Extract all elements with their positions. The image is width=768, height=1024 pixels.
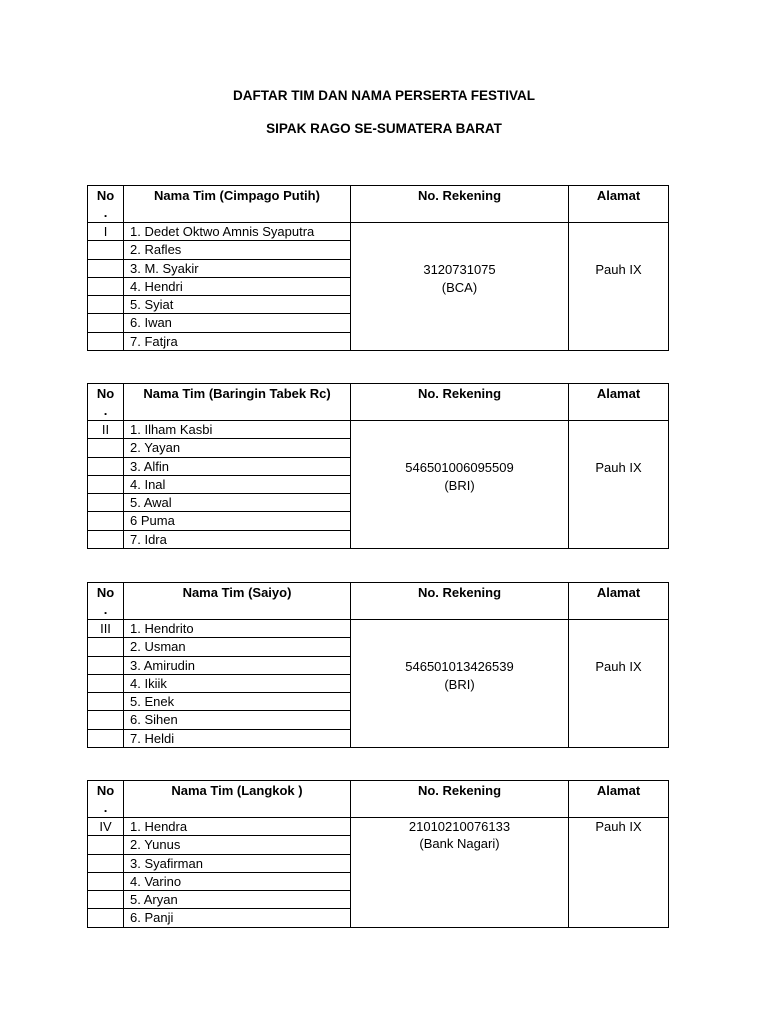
member-name: 5. Syiat (124, 296, 351, 314)
alamat-value: Pauh IX (595, 261, 642, 277)
team-number-cell: I (88, 223, 124, 241)
team-number-cell (88, 241, 124, 259)
header-no (88, 781, 124, 818)
team-number-cell (88, 693, 124, 711)
header-no-dot: . (103, 403, 108, 418)
member-name: 7. Fatjra (124, 332, 351, 350)
team-number-cell: IV (88, 818, 124, 836)
document-title-line-1: DAFTAR TIM DAN NAMA PERSERTA FESTIVAL (233, 88, 535, 103)
team-number-cell (88, 872, 124, 890)
team-number-cell (88, 475, 124, 493)
rekening-number: 546501013426539 (405, 659, 514, 675)
header-alamat: Alamat (569, 781, 669, 818)
header-team-name: Nama Tim (Saiyo) (124, 583, 351, 620)
member-name: 5. Aryan (124, 891, 351, 909)
table-row (88, 223, 669, 241)
alamat-cell (569, 421, 669, 549)
team-number-cell (88, 494, 124, 512)
alamat-cell (569, 223, 669, 351)
team-number-cell (88, 277, 124, 295)
header-alamat: Alamat (569, 186, 669, 223)
team-number-cell (88, 512, 124, 530)
rekening-number: 3120731075 (423, 262, 496, 278)
header-alamat: Alamat (569, 583, 669, 620)
team-number-cell (88, 638, 124, 656)
alamat-cell (569, 620, 669, 748)
rekening-bank: (BCA) (441, 279, 478, 295)
header-no (88, 186, 124, 223)
member-name: 5. Awal (124, 494, 351, 512)
member-name: 4. Hendri (124, 277, 351, 295)
member-name: 3. M. Syakir (124, 259, 351, 277)
member-name: 4. Varino (124, 872, 351, 890)
header-no-label: No (96, 386, 115, 401)
team-number-cell (88, 656, 124, 674)
team-number-cell (88, 674, 124, 692)
header-team-name: Nama Tim (Langkok ) (124, 781, 351, 818)
header-rekening: No. Rekening (351, 186, 569, 223)
table-header-row (88, 583, 669, 620)
header-no-dot: . (103, 602, 108, 617)
member-name: 4. Inal (124, 475, 351, 493)
team-number-cell (88, 259, 124, 277)
rekening-cell (351, 421, 569, 549)
member-name: 2. Yunus (124, 836, 351, 854)
table-row (88, 620, 669, 638)
header-no-label: No (96, 783, 115, 798)
rekening-number: 21010210076133 (408, 819, 511, 834)
member-name: 2. Usman (124, 638, 351, 656)
rekening-number: 546501006095509 (405, 460, 514, 476)
member-name: 1. Ilham Kasbi (124, 421, 351, 439)
member-name: 4. Ikiik (124, 674, 351, 692)
header-no-dot: . (103, 800, 108, 815)
team-number-cell (88, 836, 124, 854)
member-name: 2. Rafles (124, 241, 351, 259)
member-name: 7. Idra (124, 530, 351, 548)
team-table-3 (87, 582, 669, 748)
table-row (88, 421, 669, 439)
table-header-row (88, 781, 669, 818)
header-no-label: No (96, 188, 115, 203)
rekening-bank: (BRI) (444, 676, 475, 692)
alamat-value: Pauh IX (595, 658, 642, 674)
team-number-cell (88, 296, 124, 314)
header-rekening: No. Rekening (351, 781, 569, 818)
team-table-4 (87, 780, 669, 928)
header-alamat: Alamat (569, 384, 669, 421)
header-no-dot: . (103, 205, 108, 220)
team-number-cell (88, 891, 124, 909)
team-table-1 (87, 185, 669, 351)
member-name: 7. Heldi (124, 729, 351, 747)
team-number-cell: II (88, 421, 124, 439)
team-number-cell (88, 457, 124, 475)
team-number-cell (88, 530, 124, 548)
member-name: 6. Sihen (124, 711, 351, 729)
header-no-label: No (96, 585, 115, 600)
rekening-bank: (BRI) (444, 477, 475, 493)
team-number-cell (88, 332, 124, 350)
member-name: 5. Enek (124, 693, 351, 711)
member-name: 6. Panji (124, 909, 351, 927)
document-title-line-2: SIPAK RAGO SE-SUMATERA BARAT (266, 121, 502, 136)
member-name: 3. Alfin (124, 457, 351, 475)
rekening-cell (351, 223, 569, 351)
member-name: 1. Hendrito (124, 620, 351, 638)
member-name: 3. Amirudin (124, 656, 351, 674)
rekening-cell (351, 620, 569, 748)
header-rekening: No. Rekening (351, 384, 569, 421)
table-header-row (88, 186, 669, 223)
header-no (88, 384, 124, 421)
table-row (88, 818, 669, 836)
member-name: 1. Hendra (124, 818, 351, 836)
team-number-cell (88, 439, 124, 457)
header-no (88, 583, 124, 620)
team-number-cell (88, 711, 124, 729)
team-number-cell (88, 729, 124, 747)
team-number-cell (88, 909, 124, 927)
member-name: 2. Yayan (124, 439, 351, 457)
header-team-name: Nama Tim (Cimpago Putih) (124, 186, 351, 223)
team-number-cell: III (88, 620, 124, 638)
member-name: 1. Dedet Oktwo Amnis Syaputra (124, 223, 351, 241)
header-rekening: No. Rekening (351, 583, 569, 620)
member-name: 6. Iwan (124, 314, 351, 332)
alamat-value: Pauh IX (595, 459, 642, 475)
header-team-name: Nama Tim (Baringin Tabek Rc) (124, 384, 351, 421)
team-number-cell (88, 854, 124, 872)
alamat-cell (569, 818, 669, 928)
member-name: 3. Syafirman (124, 854, 351, 872)
rekening-cell (351, 818, 569, 928)
team-number-cell (88, 314, 124, 332)
table-header-row (88, 384, 669, 421)
member-name: 6 Puma (124, 512, 351, 530)
team-table-2 (87, 383, 669, 549)
alamat-value: Pauh IX (595, 819, 642, 834)
rekening-bank: (Bank Nagari) (419, 836, 500, 852)
